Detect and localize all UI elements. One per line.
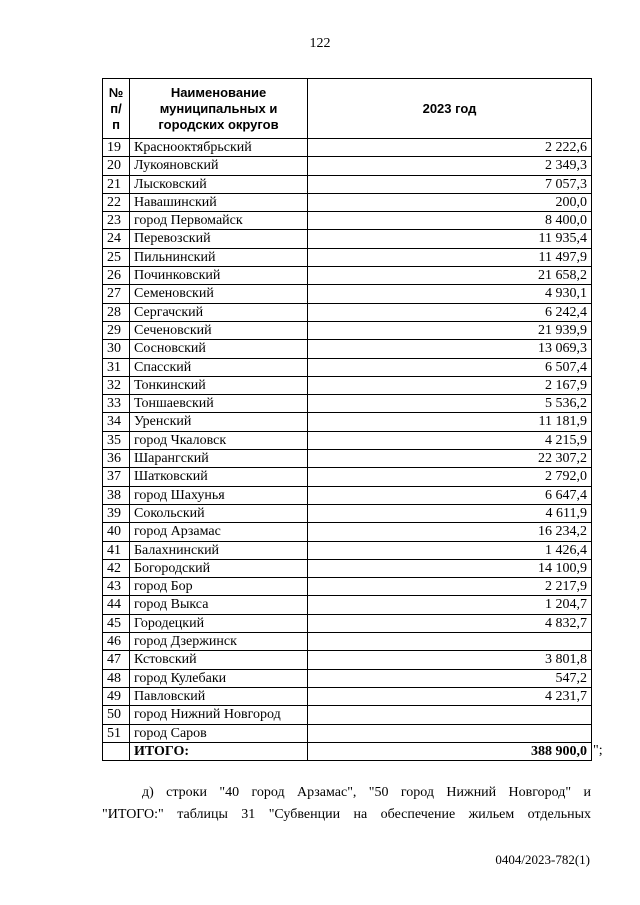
row-value: 1 426,4 xyxy=(308,541,592,559)
row-value: 8 400,0 xyxy=(308,212,592,230)
row-value: 4 215,9 xyxy=(308,431,592,449)
row-value: 6 647,4 xyxy=(308,486,592,504)
table-row xyxy=(103,633,592,651)
row-num: 28 xyxy=(103,303,130,321)
row-value: 1 204,7 xyxy=(308,596,592,614)
header-num: № п/п xyxy=(103,79,130,139)
row-name: Пильнинский xyxy=(130,248,308,266)
row-value: 2 792,0 xyxy=(308,468,592,486)
table-row xyxy=(103,523,592,541)
table-row xyxy=(103,395,592,413)
row-name: Уренский xyxy=(130,413,308,431)
row-name: Тоншаевский xyxy=(130,395,308,413)
row-num: 36 xyxy=(103,450,130,468)
row-num: 33 xyxy=(103,395,130,413)
row-num: 30 xyxy=(103,340,130,358)
row-num: 48 xyxy=(103,669,130,687)
row-value: 21 939,9 xyxy=(308,321,592,339)
table-row xyxy=(103,651,592,669)
row-name: Сосновский xyxy=(130,340,308,358)
total-value: 388 900,0 xyxy=(308,742,592,760)
row-value: 11 935,4 xyxy=(308,230,592,248)
row-num: 43 xyxy=(103,578,130,596)
table-row xyxy=(103,340,592,358)
row-num: 49 xyxy=(103,687,130,705)
row-value: 13 069,3 xyxy=(308,340,592,358)
row-num: 39 xyxy=(103,504,130,522)
row-name: Перевозский xyxy=(130,230,308,248)
row-value xyxy=(308,706,592,724)
row-num: 44 xyxy=(103,596,130,614)
table-row xyxy=(103,578,592,596)
table-row xyxy=(103,431,592,449)
page-number: 122 xyxy=(309,36,331,51)
table-row xyxy=(103,559,592,577)
subvention-table xyxy=(102,78,592,761)
row-name: Лысковский xyxy=(130,175,308,193)
row-name: Богородский xyxy=(130,559,308,577)
row-name: Навашинский xyxy=(130,193,308,211)
row-num: 42 xyxy=(103,559,130,577)
table-row xyxy=(103,541,592,559)
table-row xyxy=(103,376,592,394)
row-value: 5 536,2 xyxy=(308,395,592,413)
table-row xyxy=(103,157,592,175)
table-row xyxy=(103,724,592,742)
row-value: 3 801,8 xyxy=(308,651,592,669)
row-name: город Чкаловск xyxy=(130,431,308,449)
table-row xyxy=(103,285,592,303)
row-name: Починковский xyxy=(130,267,308,285)
row-num: 22 xyxy=(103,193,130,211)
row-name: Сергачский xyxy=(130,303,308,321)
total-num-cell xyxy=(103,742,130,760)
row-name: Спасский xyxy=(130,358,308,376)
table-row xyxy=(103,486,592,504)
table-row xyxy=(103,706,592,724)
row-num: 23 xyxy=(103,212,130,230)
row-num: 29 xyxy=(103,321,130,339)
row-value: 21 658,2 xyxy=(308,267,592,285)
table-row xyxy=(103,669,592,687)
row-value: 11 497,9 xyxy=(308,248,592,266)
paragraph-line-1: д) строки "40 город Арзамас", "50 город Нижний Новгород" и xyxy=(142,785,591,800)
row-name: Семеновский xyxy=(130,285,308,303)
table-row xyxy=(103,596,592,614)
amendment-paragraph xyxy=(102,782,591,826)
row-num: 51 xyxy=(103,724,130,742)
row-value: 14 100,9 xyxy=(308,559,592,577)
table-header-row xyxy=(103,79,592,139)
row-num: 26 xyxy=(103,267,130,285)
table-row xyxy=(103,614,592,632)
row-num: 37 xyxy=(103,468,130,486)
paragraph-line-2: "ИТОГО:" таблицы 31 "Субвенции на обеспечение жильем отдельных xyxy=(102,807,591,822)
row-num: 19 xyxy=(103,139,130,157)
row-name: город Нижний Новгород xyxy=(130,706,308,724)
row-value: 6 242,4 xyxy=(308,303,592,321)
row-name: город Арзамас xyxy=(130,523,308,541)
row-value: 6 507,4 xyxy=(308,358,592,376)
document-code: 0404/2023-782(1) xyxy=(495,852,590,867)
row-name: город Кулебаки xyxy=(130,669,308,687)
row-num: 20 xyxy=(103,157,130,175)
table-row xyxy=(103,248,592,266)
row-value: 4 832,7 xyxy=(308,614,592,632)
row-num: 27 xyxy=(103,285,130,303)
table-row xyxy=(103,358,592,376)
row-name: Шатковский xyxy=(130,468,308,486)
table-row xyxy=(103,321,592,339)
row-num: 25 xyxy=(103,248,130,266)
row-name: Краснооктябрьский xyxy=(130,139,308,157)
row-value: 2 349,3 xyxy=(308,157,592,175)
row-value: 2 167,9 xyxy=(308,376,592,394)
row-num: 32 xyxy=(103,376,130,394)
row-value: 11 181,9 xyxy=(308,413,592,431)
row-value xyxy=(308,724,592,742)
table-row xyxy=(103,504,592,522)
row-name: Кстовский xyxy=(130,651,308,669)
row-value xyxy=(308,633,592,651)
row-num: 38 xyxy=(103,486,130,504)
row-value: 4 231,7 xyxy=(308,687,592,705)
row-value: 200,0 xyxy=(308,193,592,211)
row-name: город Шахунья xyxy=(130,486,308,504)
row-name: город Саров xyxy=(130,724,308,742)
row-num: 21 xyxy=(103,175,130,193)
table-row xyxy=(103,175,592,193)
table-row xyxy=(103,230,592,248)
table-row xyxy=(103,687,592,705)
header-name: Наименование муниципальных и городских округов xyxy=(130,79,308,139)
table-row xyxy=(103,303,592,321)
table-row xyxy=(103,468,592,486)
row-num: 50 xyxy=(103,706,130,724)
row-num: 45 xyxy=(103,614,130,632)
total-label: ИТОГО: xyxy=(130,742,308,760)
row-name: Городецкий xyxy=(130,614,308,632)
row-num: 40 xyxy=(103,523,130,541)
row-num: 41 xyxy=(103,541,130,559)
table-body xyxy=(103,139,592,743)
row-name: город Бор xyxy=(130,578,308,596)
row-name: Лукояновский xyxy=(130,157,308,175)
row-value: 22 307,2 xyxy=(308,450,592,468)
row-value: 2 222,6 xyxy=(308,139,592,157)
row-num: 31 xyxy=(103,358,130,376)
total-suffix: "; xyxy=(593,743,603,758)
table-row xyxy=(103,139,592,157)
row-name: город Первомайск xyxy=(130,212,308,230)
row-value: 4 930,1 xyxy=(308,285,592,303)
total-row xyxy=(103,742,592,760)
row-name: Сеченовский xyxy=(130,321,308,339)
row-value: 7 057,3 xyxy=(308,175,592,193)
row-num: 35 xyxy=(103,431,130,449)
row-num: 24 xyxy=(103,230,130,248)
table-row xyxy=(103,450,592,468)
row-value: 547,2 xyxy=(308,669,592,687)
row-value: 4 611,9 xyxy=(308,504,592,522)
row-value: 2 217,9 xyxy=(308,578,592,596)
row-name: Балахнинский xyxy=(130,541,308,559)
row-num: 46 xyxy=(103,633,130,651)
row-name: город Выкса xyxy=(130,596,308,614)
table-row xyxy=(103,267,592,285)
row-num: 47 xyxy=(103,651,130,669)
row-num: 34 xyxy=(103,413,130,431)
header-value: 2023 год xyxy=(308,79,592,139)
row-name: Шарангский xyxy=(130,450,308,468)
row-name: город Дзержинск xyxy=(130,633,308,651)
row-name: Тонкинский xyxy=(130,376,308,394)
row-value: 16 234,2 xyxy=(308,523,592,541)
table-row xyxy=(103,193,592,211)
row-name: Сокольский xyxy=(130,504,308,522)
table-row xyxy=(103,413,592,431)
row-name: Павловский xyxy=(130,687,308,705)
table-row xyxy=(103,212,592,230)
